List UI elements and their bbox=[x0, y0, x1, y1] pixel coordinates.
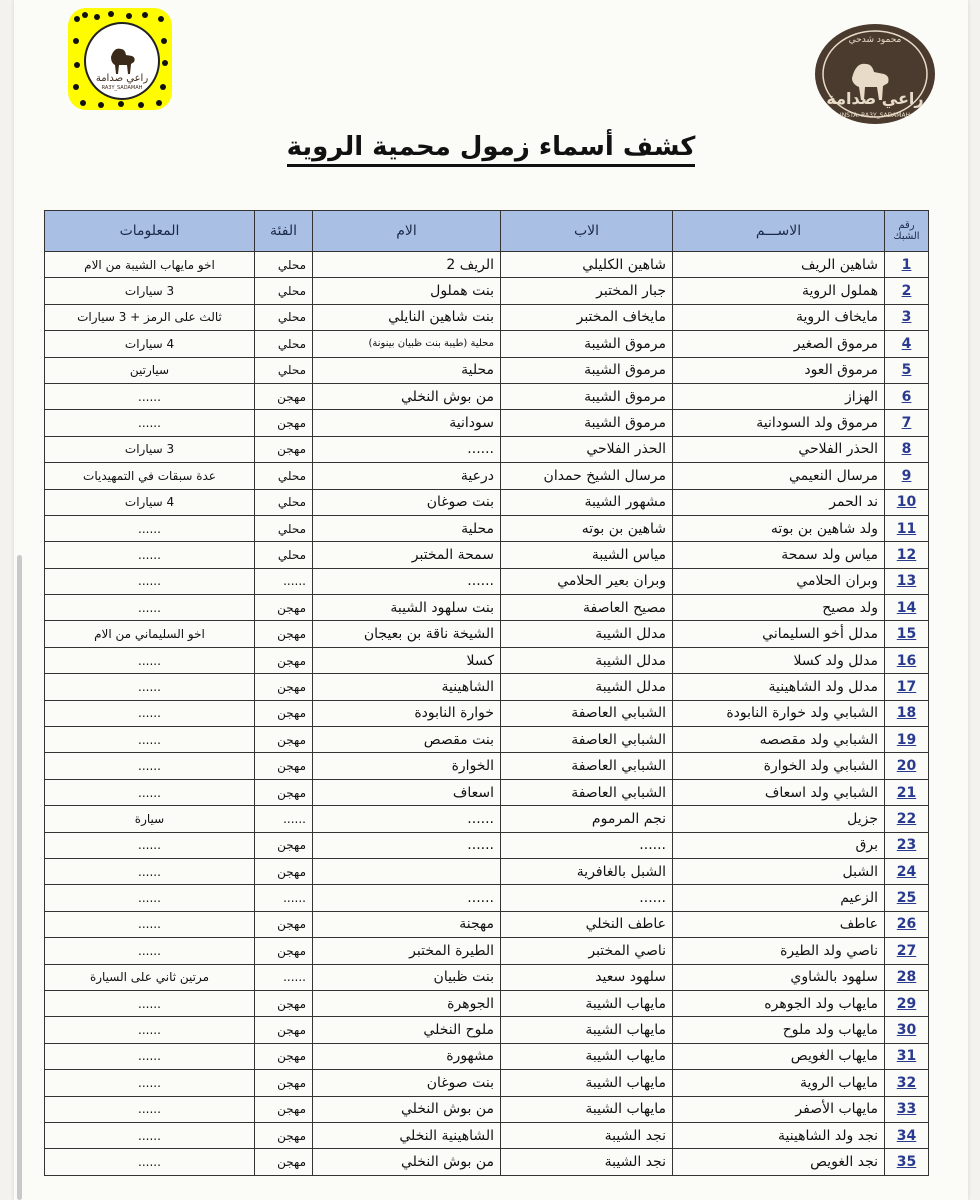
row-father: مايهاب الشيبة bbox=[501, 1043, 673, 1069]
row-category: مهجن bbox=[255, 595, 313, 621]
table-row bbox=[45, 252, 929, 278]
row-category: محلي bbox=[255, 489, 313, 515]
scrollbar[interactable] bbox=[17, 555, 22, 1200]
row-number[interactable]: 21 bbox=[885, 779, 929, 805]
row-father: مرسال الشيخ حمدان bbox=[501, 463, 673, 489]
table-row bbox=[45, 463, 929, 489]
table-row bbox=[45, 885, 929, 911]
row-category: محلي bbox=[255, 252, 313, 278]
row-number[interactable]: 11 bbox=[885, 515, 929, 541]
row-mother: الشاهينية النخلي bbox=[313, 1122, 501, 1148]
table-header-row bbox=[45, 211, 929, 252]
header-mother: الام bbox=[313, 211, 501, 252]
row-number[interactable]: 29 bbox=[885, 990, 929, 1016]
row-mother: بنت مقصص bbox=[313, 727, 501, 753]
table-row bbox=[45, 1096, 929, 1122]
row-father: مايهاب الشيبة bbox=[501, 990, 673, 1016]
row-info: 4 سيارات bbox=[45, 331, 255, 357]
table-row bbox=[45, 1043, 929, 1069]
row-father: مدلل الشيبة bbox=[501, 621, 673, 647]
row-info: ...... bbox=[45, 779, 255, 805]
row-category: مهجن bbox=[255, 832, 313, 858]
row-category: محلي bbox=[255, 515, 313, 541]
row-name: مدلل أخو السليماني bbox=[673, 621, 885, 647]
table-row bbox=[45, 911, 929, 937]
row-category: ...... bbox=[255, 885, 313, 911]
row-category: مهجن bbox=[255, 858, 313, 884]
row-father: الشبابي العاصفة bbox=[501, 779, 673, 805]
row-name: مايخاف الروية bbox=[673, 304, 885, 330]
row-info: ...... bbox=[45, 674, 255, 700]
table-row bbox=[45, 806, 929, 832]
row-name: هملول الروية bbox=[673, 278, 885, 304]
table-row bbox=[45, 489, 929, 515]
row-mother: بنت سلهود الشيبة bbox=[313, 595, 501, 621]
row-name: عاطف bbox=[673, 911, 885, 937]
snapcode-ghost-icon bbox=[84, 22, 160, 100]
row-father: جبار المختبر bbox=[501, 278, 673, 304]
row-father: مايهاب الشيبة bbox=[501, 1096, 673, 1122]
row-number[interactable]: 30 bbox=[885, 1017, 929, 1043]
row-mother: محلية (طيبة بنت ظبيان بينونة) bbox=[313, 331, 501, 357]
row-name: الهزاز bbox=[673, 383, 885, 409]
row-father: نجد الشيبة bbox=[501, 1149, 673, 1175]
row-category: محلي bbox=[255, 304, 313, 330]
row-number[interactable]: 19 bbox=[885, 727, 929, 753]
row-mother: سمحة المختبر bbox=[313, 542, 501, 568]
row-father: ...... bbox=[501, 885, 673, 911]
row-number[interactable]: 16 bbox=[885, 647, 929, 673]
row-father: الشبل بالغافرية bbox=[501, 858, 673, 884]
row-mother: من بوش النخلي bbox=[313, 383, 501, 409]
row-father: الحذر الفلاحي bbox=[501, 436, 673, 462]
row-info: ...... bbox=[45, 1017, 255, 1043]
row-info: ...... bbox=[45, 753, 255, 779]
row-info: ...... bbox=[45, 647, 255, 673]
row-father: ...... bbox=[501, 832, 673, 858]
row-category: مهجن bbox=[255, 990, 313, 1016]
row-category: محلي bbox=[255, 278, 313, 304]
row-info: ثالث على الرمز + 3 سيارات bbox=[45, 304, 255, 330]
table-row bbox=[45, 595, 929, 621]
row-name: مرسال النعيمي bbox=[673, 463, 885, 489]
row-mother: بنت صوغان bbox=[313, 1070, 501, 1096]
brand-logo bbox=[810, 22, 940, 126]
row-number[interactable]: 9 bbox=[885, 463, 929, 489]
row-number[interactable]: 15 bbox=[885, 621, 929, 647]
row-number[interactable]: 18 bbox=[885, 700, 929, 726]
header-name: الاســـم bbox=[673, 211, 885, 252]
row-info: ...... bbox=[45, 542, 255, 568]
row-category: مهجن bbox=[255, 674, 313, 700]
row-father: شاهين الكليلي bbox=[501, 252, 673, 278]
row-mother: ملوح النخلي bbox=[313, 1017, 501, 1043]
row-name: مدلل ولد كسلا bbox=[673, 647, 885, 673]
row-father: مرموق الشيبة bbox=[501, 410, 673, 436]
row-info: ...... bbox=[45, 1122, 255, 1148]
row-name: جزيل bbox=[673, 806, 885, 832]
row-number[interactable]: 10 bbox=[885, 489, 929, 515]
row-father: مايهاب الشيبة bbox=[501, 1070, 673, 1096]
row-name: ولد مصيح bbox=[673, 595, 885, 621]
row-info: ...... bbox=[45, 727, 255, 753]
row-category: ...... bbox=[255, 568, 313, 594]
row-father: وبران بعير الحلامي bbox=[501, 568, 673, 594]
row-mother: محلية bbox=[313, 515, 501, 541]
row-mother: خوارة النابودة bbox=[313, 700, 501, 726]
row-father: مياس الشيبة bbox=[501, 542, 673, 568]
row-number[interactable]: 13 bbox=[885, 568, 929, 594]
row-mother: الريف 2 bbox=[313, 252, 501, 278]
table-row bbox=[45, 357, 929, 383]
table-row bbox=[45, 674, 929, 700]
row-name: سلهود بالشاوي bbox=[673, 964, 885, 990]
row-category: مهجن bbox=[255, 647, 313, 673]
page-title-text: كشف أسماء زمول محمية الروية bbox=[287, 132, 696, 167]
row-category: مهجن bbox=[255, 1149, 313, 1175]
row-name: مايهاب الروية bbox=[673, 1070, 885, 1096]
row-info: ...... bbox=[45, 568, 255, 594]
row-mother: مهجنة bbox=[313, 911, 501, 937]
row-info: 3 سيارات bbox=[45, 436, 255, 462]
row-number[interactable]: 14 bbox=[885, 595, 929, 621]
row-name: مايهاب ولد الجوهره bbox=[673, 990, 885, 1016]
row-name: الشبابي ولد الخوارة bbox=[673, 753, 885, 779]
row-number[interactable]: 20 bbox=[885, 753, 929, 779]
row-number[interactable]: 12 bbox=[885, 542, 929, 568]
row-category: مهجن bbox=[255, 621, 313, 647]
row-number[interactable]: 27 bbox=[885, 938, 929, 964]
table-row bbox=[45, 647, 929, 673]
row-info: اخو السليماني من الام bbox=[45, 621, 255, 647]
row-mother: مشهورة bbox=[313, 1043, 501, 1069]
row-category: مهجن bbox=[255, 1096, 313, 1122]
header-info: المعلومات bbox=[45, 211, 255, 252]
row-name: شاهين الريف bbox=[673, 252, 885, 278]
row-category: محلي bbox=[255, 463, 313, 489]
snapcode-logo-icon bbox=[89, 31, 155, 91]
row-name: الشبابي ولد اسعاف bbox=[673, 779, 885, 805]
row-info: ...... bbox=[45, 1070, 255, 1096]
row-name: مدلل ولد الشاهينية bbox=[673, 674, 885, 700]
row-info: مرتين ثاني على السيارة bbox=[45, 964, 255, 990]
row-info: ...... bbox=[45, 383, 255, 409]
row-father: مرموق الشيبة bbox=[501, 331, 673, 357]
row-info: ...... bbox=[45, 700, 255, 726]
row-info: ...... bbox=[45, 990, 255, 1016]
row-father: مايخاف المختبر bbox=[501, 304, 673, 330]
row-info: ...... bbox=[45, 515, 255, 541]
row-father: مايهاب الشيبة bbox=[501, 1017, 673, 1043]
row-name: نجد الغويص bbox=[673, 1149, 885, 1175]
row-father: مدلل الشيبة bbox=[501, 674, 673, 700]
table-row bbox=[45, 858, 929, 884]
row-number[interactable]: 17 bbox=[885, 674, 929, 700]
table-row bbox=[45, 410, 929, 436]
row-info: ...... bbox=[45, 1096, 255, 1122]
row-info: سيارتين bbox=[45, 357, 255, 383]
table-row bbox=[45, 568, 929, 594]
row-mother: اسعاف bbox=[313, 779, 501, 805]
document-page bbox=[14, 0, 968, 1200]
table-row bbox=[45, 621, 929, 647]
row-mother: الخوارة bbox=[313, 753, 501, 779]
row-name: الشبابي ولد مقصصه bbox=[673, 727, 885, 753]
table-row bbox=[45, 938, 929, 964]
row-name: الزعيم bbox=[673, 885, 885, 911]
table-row bbox=[45, 331, 929, 357]
row-mother: كسلا bbox=[313, 647, 501, 673]
row-mother: بنت هملول bbox=[313, 278, 501, 304]
row-category: محلي bbox=[255, 331, 313, 357]
row-mother bbox=[313, 858, 501, 884]
row-mother: ...... bbox=[313, 832, 501, 858]
table-row bbox=[45, 779, 929, 805]
table-row bbox=[45, 727, 929, 753]
row-info: سيارة bbox=[45, 806, 255, 832]
row-category: مهجن bbox=[255, 1070, 313, 1096]
snapcode-main-text: راعي صدامة bbox=[95, 73, 149, 84]
row-number[interactable]: 35 bbox=[885, 1149, 929, 1175]
table-row bbox=[45, 832, 929, 858]
page-title bbox=[14, 132, 968, 162]
row-info: ...... bbox=[45, 1149, 255, 1175]
row-mother: بنت ظبيان bbox=[313, 964, 501, 990]
row-info: ...... bbox=[45, 832, 255, 858]
row-number[interactable]: 28 bbox=[885, 964, 929, 990]
row-name: الشبل bbox=[673, 858, 885, 884]
row-category: مهجن bbox=[255, 753, 313, 779]
row-number[interactable]: 23 bbox=[885, 832, 929, 858]
row-info: عدة سبقات في التمهيديات bbox=[45, 463, 255, 489]
row-category: مهجن bbox=[255, 700, 313, 726]
row-father: الشبابي العاصفة bbox=[501, 727, 673, 753]
row-mother: بنت شاهين النايلي bbox=[313, 304, 501, 330]
snapcode-qr bbox=[68, 8, 172, 110]
row-father: مدلل الشيبة bbox=[501, 647, 673, 673]
row-category: ...... bbox=[255, 806, 313, 832]
row-category: محلي bbox=[255, 357, 313, 383]
row-number[interactable]: 22 bbox=[885, 806, 929, 832]
row-number[interactable]: 1 bbox=[885, 252, 929, 278]
row-number[interactable]: 2 bbox=[885, 278, 929, 304]
header-category: الفئة bbox=[255, 211, 313, 252]
row-name: ناصي ولد الطيرة bbox=[673, 938, 885, 964]
row-number[interactable]: 7 bbox=[885, 410, 929, 436]
row-info: اخو مايهاب الشيبة من الام bbox=[45, 252, 255, 278]
row-info: ...... bbox=[45, 1043, 255, 1069]
row-mother: سودانية bbox=[313, 410, 501, 436]
row-father: الشبابي العاصفة bbox=[501, 700, 673, 726]
row-father: مصيح العاصفة bbox=[501, 595, 673, 621]
snapcode-small-text: RA3Y_SADAMAH bbox=[101, 85, 143, 91]
row-category: مهجن bbox=[255, 779, 313, 805]
row-name: مايهاب ولد ملوح bbox=[673, 1017, 885, 1043]
row-category: محلي bbox=[255, 542, 313, 568]
row-category: مهجن bbox=[255, 436, 313, 462]
table-row bbox=[45, 304, 929, 330]
table-row bbox=[45, 1070, 929, 1096]
row-mother: ...... bbox=[313, 806, 501, 832]
row-number[interactable]: 3 bbox=[885, 304, 929, 330]
row-mother: ...... bbox=[313, 885, 501, 911]
row-name: مرموق ولد السودانية bbox=[673, 410, 885, 436]
row-number[interactable]: 24 bbox=[885, 858, 929, 884]
row-father: الشبابي العاصفة bbox=[501, 753, 673, 779]
row-name: الشبابي ولد خوارة النابودة bbox=[673, 700, 885, 726]
row-mother: الجوهرة bbox=[313, 990, 501, 1016]
table-row bbox=[45, 1149, 929, 1175]
row-category: مهجن bbox=[255, 410, 313, 436]
row-mother: ...... bbox=[313, 568, 501, 594]
header-father: الاب bbox=[501, 211, 673, 252]
table-row bbox=[45, 990, 929, 1016]
row-info: 3 سيارات bbox=[45, 278, 255, 304]
row-category: مهجن bbox=[255, 1017, 313, 1043]
row-category: مهجن bbox=[255, 1043, 313, 1069]
row-name: ولد شاهين بن بوته bbox=[673, 515, 885, 541]
row-number[interactable]: 8 bbox=[885, 436, 929, 462]
row-father: مشهور الشيبة bbox=[501, 489, 673, 515]
row-number[interactable]: 26 bbox=[885, 911, 929, 937]
row-name: مياس ولد سمحة bbox=[673, 542, 885, 568]
row-category: مهجن bbox=[255, 911, 313, 937]
row-name: ند الحمر bbox=[673, 489, 885, 515]
logo-bottom-text: INSTA: RA3Y_SADAMAH bbox=[839, 112, 911, 119]
row-number[interactable]: 5 bbox=[885, 357, 929, 383]
row-info: ...... bbox=[45, 858, 255, 884]
row-number[interactable]: 34 bbox=[885, 1122, 929, 1148]
table-row bbox=[45, 383, 929, 409]
row-name: مايهاب الأصفر bbox=[673, 1096, 885, 1122]
table-row bbox=[45, 278, 929, 304]
row-info: ...... bbox=[45, 885, 255, 911]
row-father: مرموق الشيبة bbox=[501, 357, 673, 383]
row-info: ...... bbox=[45, 595, 255, 621]
row-mother: الشاهينية bbox=[313, 674, 501, 700]
header-num: رقم الشبك bbox=[885, 211, 929, 252]
row-mother: محلية bbox=[313, 357, 501, 383]
logo-main-text: راعي صدامة bbox=[826, 89, 924, 108]
row-category: مهجن bbox=[255, 1122, 313, 1148]
row-number[interactable]: 25 bbox=[885, 885, 929, 911]
row-name: مرموق العود bbox=[673, 357, 885, 383]
table-row bbox=[45, 436, 929, 462]
row-number[interactable]: 33 bbox=[885, 1096, 929, 1122]
row-category: مهجن bbox=[255, 938, 313, 964]
row-number[interactable]: 31 bbox=[885, 1043, 929, 1069]
row-name: مرموق الصغير bbox=[673, 331, 885, 357]
row-mother: بنت صوغان bbox=[313, 489, 501, 515]
row-category: ...... bbox=[255, 964, 313, 990]
row-father: عاطف النخلي bbox=[501, 911, 673, 937]
table-row bbox=[45, 1017, 929, 1043]
row-name: وبران الحلامي bbox=[673, 568, 885, 594]
row-mother: ...... bbox=[313, 436, 501, 462]
row-father: نجم المرموم bbox=[501, 806, 673, 832]
row-name: برق bbox=[673, 832, 885, 858]
row-mother: الطيرة المختبر bbox=[313, 938, 501, 964]
logo-top-text: محمود شدحي bbox=[848, 35, 902, 45]
row-mother: من بوش النخلي bbox=[313, 1096, 501, 1122]
row-category: مهجن bbox=[255, 383, 313, 409]
row-name: الحذر الفلاحي bbox=[673, 436, 885, 462]
table-row bbox=[45, 1122, 929, 1148]
row-info: ...... bbox=[45, 410, 255, 436]
table-row bbox=[45, 964, 929, 990]
table-row bbox=[45, 542, 929, 568]
row-father: نجد الشيبة bbox=[501, 1122, 673, 1148]
row-number[interactable]: 32 bbox=[885, 1070, 929, 1096]
row-number[interactable]: 6 bbox=[885, 383, 929, 409]
row-info: ...... bbox=[45, 938, 255, 964]
row-info: 4 سيارات bbox=[45, 489, 255, 515]
row-mother: من بوش النخلي bbox=[313, 1149, 501, 1175]
table-row bbox=[45, 515, 929, 541]
camels-table bbox=[44, 210, 929, 1176]
table-row bbox=[45, 753, 929, 779]
row-name: نجد ولد الشاهينية bbox=[673, 1122, 885, 1148]
row-info: ...... bbox=[45, 911, 255, 937]
row-category: مهجن bbox=[255, 727, 313, 753]
row-name: مايهاب الغويص bbox=[673, 1043, 885, 1069]
table-row bbox=[45, 700, 929, 726]
row-mother: الشيخة ناقة بن بعيجان bbox=[313, 621, 501, 647]
row-father: شاهين بن بوته bbox=[501, 515, 673, 541]
row-father: ناصي المختبر bbox=[501, 938, 673, 964]
row-mother: درعية bbox=[313, 463, 501, 489]
row-father: مرموق الشيبة bbox=[501, 383, 673, 409]
row-number[interactable]: 4 bbox=[885, 331, 929, 357]
row-father: سلهود سعيد bbox=[501, 964, 673, 990]
